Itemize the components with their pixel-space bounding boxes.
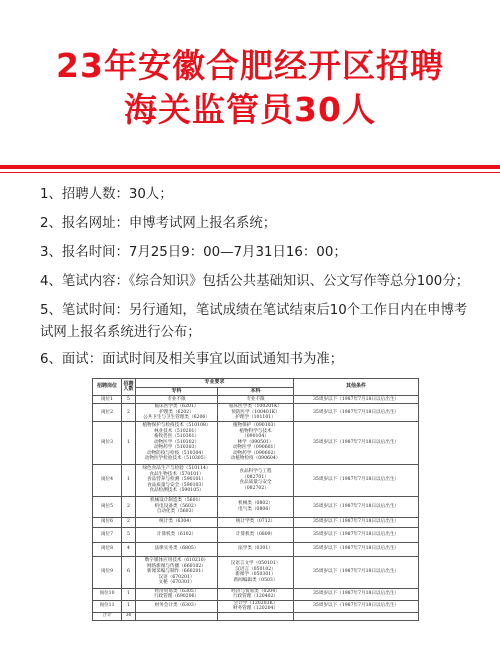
cell-bk: 食品科学与工程 （082701） 食品质量与安全 （082702）	[218, 464, 294, 496]
cell-post: 岗位6	[93, 517, 122, 527]
positions-table	[92, 378, 419, 621]
title-divider-thick	[0, 165, 500, 169]
cell-zk: 专业不限	[136, 396, 218, 404]
cell-other: 35周岁以下（1987年7月18日以后出生）	[294, 542, 419, 556]
cell-zk	[136, 612, 218, 620]
cell-num: 1	[122, 588, 136, 600]
table-row	[93, 396, 419, 404]
cell-num: 1	[122, 421, 136, 464]
cell-bk: 机械类（0802） 电气类（0806）	[218, 496, 294, 517]
cell-bk: 汉语言文学（050101） 汉语言（050102） 新闻学（050301） 新闻编辑类（0503）	[218, 556, 294, 588]
table-row	[93, 404, 419, 422]
cell-num: 2	[122, 404, 136, 422]
cell-post: 岗位5	[93, 496, 122, 517]
title-divider-thin	[0, 172, 500, 173]
info-item-interview: 6、面试：面试时间及相关事宜以面试通知书为准；	[40, 352, 344, 367]
cell-bk: 统计学类（0712）	[218, 517, 294, 527]
table-row	[93, 612, 419, 620]
info-item-exam-time: 5、笔试时间：另行通知，笔试成绩在笔试结束后10个工作日内在申博考试网上报名系统进行公布；	[40, 303, 468, 340]
cell-post: 岗位10	[93, 588, 122, 600]
cell-other: 35周岁以下（1987年7月18日以后出生）	[294, 421, 419, 464]
info-item-exam-content: 4、笔试内容：《综合知识》包括公共基础知识、公文写作等总分100分；	[40, 274, 470, 289]
table-row	[93, 588, 419, 600]
cell-other: 35周岁以下（1987年7月18日以后出生）	[294, 556, 419, 588]
cell-bk: 会计学（120203K） 财务管理（120204）	[218, 600, 294, 612]
cell-post: 岗位4	[93, 464, 122, 496]
cell-other: 35周岁以下（1987年7月18日以后出生）	[294, 404, 419, 422]
cell-num: 1	[122, 464, 136, 496]
cell-post: 岗位11	[93, 600, 122, 612]
page-title-line2: 海关监管员30人	[124, 90, 376, 129]
cell-bk: 专业不限	[218, 396, 294, 404]
info-item-website: 2、报名网址：申博考试网上报名系统；	[40, 216, 277, 231]
header-other: 其他条件	[294, 379, 419, 396]
cell-other: 35周岁以下（1987年7月18日以后出生）	[294, 464, 419, 496]
cell-bk: 计算机类（0809）	[218, 527, 294, 542]
cell-zk: 机械设计制造类（5601） 机电设备类（5602） 自动化类（5603）	[136, 496, 218, 517]
cell-bk: 法学类（0301）	[218, 542, 294, 556]
cell-zk: 计算机类（6102）	[136, 527, 218, 542]
cell-zk: 绿色食品生产与检验（510114） 食品生物技术（570101） 食品营养与检测（590101） 食品质量与安全（590103） 食品检测技术（590105）	[136, 464, 218, 496]
cell-num: 2	[122, 517, 136, 527]
table-row	[93, 542, 419, 556]
cell-zk: 数字媒体应用技术（610210） 网络新闻与传播（660102） 新闻采编与制作（660201） 汉语（670201） 文秘（670301）	[136, 556, 218, 588]
cell-post: 岗位1	[93, 396, 122, 404]
cell-num: 6	[122, 556, 136, 588]
cell-zk: 临床医学类（6201） 护理类（6202） 公共卫生与卫生管理类（6206）	[136, 404, 218, 422]
cell-num: 5	[122, 396, 136, 404]
cell-zk: 经济贸易类（6305） 行政管理（690206）	[136, 588, 218, 600]
page-title-line1: 23年安徽合肥经开区招聘	[56, 46, 444, 85]
header-major: 专业要求	[136, 379, 294, 388]
cell-other: 35周岁以下（1987年7月18日以后出生）	[294, 588, 419, 600]
cell-post: 岗位3	[93, 421, 122, 464]
info-list	[40, 184, 480, 378]
cell-other	[294, 612, 419, 620]
cell-zk: 财务会计类（6303）	[136, 600, 218, 612]
table-row	[93, 517, 419, 527]
header-num: 招聘人数	[122, 379, 136, 396]
info-item-registration-time: 3、报名时间：7月25日9：00—7月31日16：00；	[40, 245, 347, 260]
table-row	[93, 527, 419, 542]
table-row	[93, 600, 419, 612]
cell-num: 4	[122, 542, 136, 556]
cell-other: 35周岁以下（1987年7月18日以后出生）	[294, 527, 419, 542]
cell-num: 30	[122, 612, 136, 620]
cell-bk	[218, 612, 294, 620]
cell-post: 岗位9	[93, 556, 122, 588]
table-row	[93, 464, 419, 496]
cell-num: 5	[122, 527, 136, 542]
header-post: 招聘岗位	[93, 379, 122, 396]
cell-bk: 经济与贸易类（0204） 行政管理（120402）	[218, 588, 294, 600]
cell-bk: 植物保护（090103） 植物科学与技术 （090104） 林学（090501） 动物医学（090601） 动物药学（090602） 动植物检疫（090604）	[218, 421, 294, 464]
cell-post: 岗位8	[93, 542, 122, 556]
cell-other: 35周岁以下（1987年7月18日以后出生）	[294, 496, 419, 517]
table-row	[93, 496, 419, 517]
cell-num: 2	[122, 496, 136, 517]
header-bk: 本科	[218, 388, 294, 396]
cell-zk: 植物保护与检疫技术（510108） 林业技术（510201） 畜牧兽医（510301） 动物医学（510302） 动物药学（510303） 动物防疫与检疫（510304） 动物医学检验技术（510305）	[136, 421, 218, 464]
header-zk: 专科	[136, 388, 218, 396]
cell-other: 35周岁以下（1987年7月18日以后出生）	[294, 517, 419, 527]
table-row	[93, 556, 419, 588]
table-row	[93, 421, 419, 464]
info-item-count: 1、招聘人数：30人；	[40, 187, 173, 202]
cell-zk: 法律实务类（6805）	[136, 542, 218, 556]
cell-bk: 临床医学类（100201K） 预防医学（100401K） 护理学（101101）	[218, 404, 294, 422]
cell-zk: 统计类（6304）	[136, 517, 218, 527]
cell-other: 35周岁以下（1987年7月18日以后出生）	[294, 396, 419, 404]
cell-post: 合计	[93, 612, 122, 620]
cell-post: 岗位7	[93, 527, 122, 542]
cell-post: 岗位2	[93, 404, 122, 422]
cell-num: 1	[122, 600, 136, 612]
cell-other: 35周岁以下（1987年7月18日以后出生）	[294, 600, 419, 612]
